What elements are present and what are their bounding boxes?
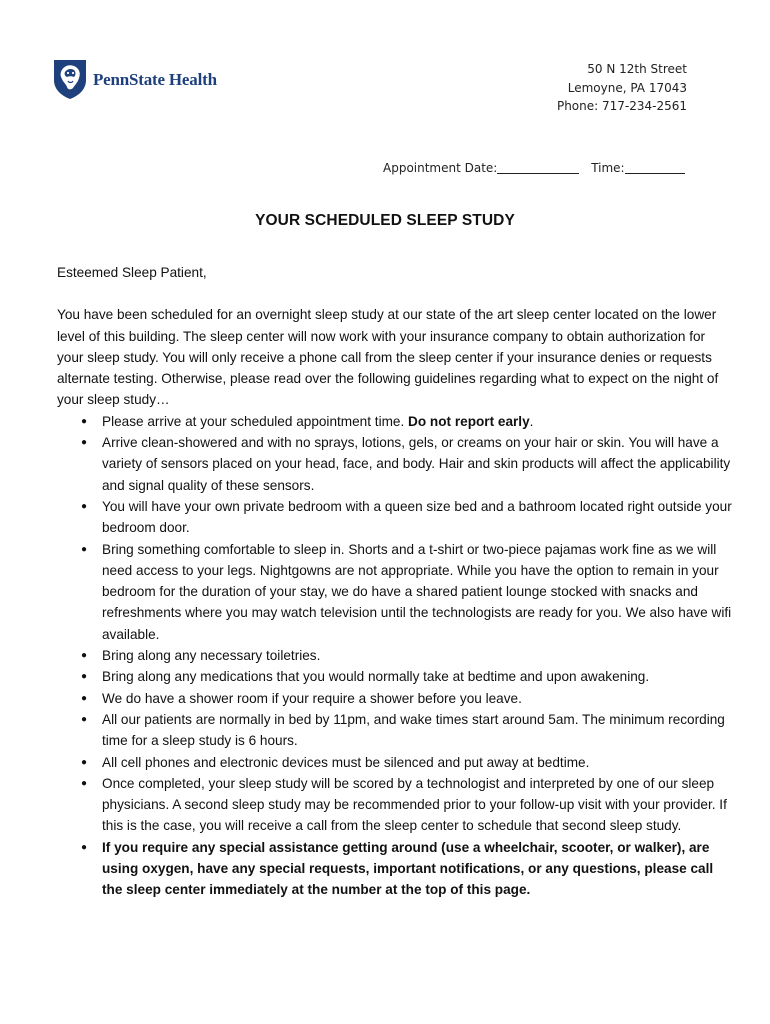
address-street: 50 N 12th Street: [587, 62, 687, 76]
nittany-lion-shield-icon: [52, 58, 88, 100]
guideline-item: [57, 645, 732, 666]
guideline-item: [57, 411, 732, 432]
guideline-text: All cell phones and electronic devices must be silenced and put away at bedtime.: [102, 754, 590, 770]
intro-paragraph: You have been scheduled for an overnight sleep study at our state of the art sleep center located on the lower level of this building. The sleep center will now work with your insurance company to obtain authorization for your sleep study. You will only receive a phone call from the sleep center if your insurance denies or requests alternate testing. Otherwise, please read over the following guidelines regarding what to expect on the night of your sleep study…: [57, 307, 719, 408]
guideline-text: Please arrive at your scheduled appointment time.: [102, 413, 409, 429]
guideline-item: [57, 539, 732, 645]
bullet-icon: ●: [81, 650, 88, 662]
bullet-icon: ●: [81, 841, 88, 853]
guideline-text: Arrive clean-showered and with no sprays, lotions, gels, or creams on your hair or skin. You will have a variety of sensors placed on your head, face, and body. Hair and skin products will affect the applicability and signal quality of these sensors.: [102, 435, 731, 493]
appointment-date-field[interactable]: [497, 161, 579, 174]
appointment-date-label: Appointment Date:: [383, 161, 498, 175]
logo-wordmark: PennState Health: [93, 69, 217, 89]
bullet-icon: ●: [81, 437, 88, 449]
bullet-icon: ●: [81, 777, 88, 789]
guideline-text: All our patients are normally in bed by 11pm, and wake times start around 5am. The minimum recording time for a sleep study is 6 hours.: [102, 711, 725, 749]
bullet-icon: ●: [81, 756, 88, 768]
bullet-icon: ●: [81, 692, 88, 704]
bullet-icon: ●: [81, 543, 88, 555]
bullet-icon: ●: [81, 671, 88, 683]
address-city: Lemoyne, PA 17043: [567, 80, 687, 95]
guideline-text: Bring something comfortable to sleep in. Shorts and a t-shirt or two-piece pajamas work fine as we will need access to your legs. Nightgowns are not appropriate. While you have the option to remain in your bedroom for the duration of your stay, we do have a shared patient lounge stocked with snacks and refreshments where you may watch television until the technologists are ready for you. We also have wifi available.: [102, 541, 732, 642]
appointment-time-label: Time:: [591, 161, 625, 175]
guideline-text: Once completed, your sleep study will be scored by a technologist and interpreted by one of our sleep physicians. A second sleep study may be recommended prior to your follow-up visit with your provider. If this is the case, you will receive a call from the sleep center to schedule that second sleep study.: [102, 775, 727, 834]
guideline-text: Bring along any necessary toiletries.: [102, 648, 321, 664]
address-block: [557, 60, 687, 116]
guideline-text: We do have a shower room if your require a shower before you leave.: [102, 690, 522, 706]
guidelines-list: [57, 411, 732, 901]
bullet-icon: ●: [81, 415, 88, 427]
guideline-item: [57, 666, 732, 687]
guideline-item: [57, 688, 732, 709]
penn-state-health-logo: [52, 58, 217, 100]
guideline-item: [57, 752, 732, 773]
guideline-emphasis: Do not report early: [408, 413, 530, 429]
page-title: YOUR SCHEDULED SLEEP STUDY: [255, 212, 515, 229]
appointment-time-field[interactable]: [625, 161, 685, 174]
greeting: Esteemed Sleep Patient,: [57, 265, 207, 280]
appointment-line: [383, 161, 685, 175]
letter-body: [57, 262, 732, 901]
bullet-icon: ●: [81, 713, 88, 725]
guideline-item: [57, 432, 732, 496]
guideline-tail: .: [529, 413, 534, 429]
guideline-text: Bring along any medications that you would normally take at bedtime and upon awakening.: [102, 669, 650, 685]
guideline-item: [57, 496, 732, 539]
guideline-emphasis: If you require any special assistance getting around (use a wheelchair, scooter, or walker), are using oxygen, have any special requests, important notifications, or any questions, please call the sleep center immediately at the number at the top of this page.: [102, 839, 714, 898]
guideline-item: [57, 837, 732, 901]
guideline-text: You will have your own private bedroom with a queen size bed and a bathroom located right outside your bedroom door.: [102, 498, 732, 536]
address-phone: Phone: 717-234-2561: [556, 99, 687, 113]
bullet-icon: ●: [81, 500, 88, 512]
guideline-item: [57, 773, 732, 837]
guideline-item: [57, 709, 732, 752]
